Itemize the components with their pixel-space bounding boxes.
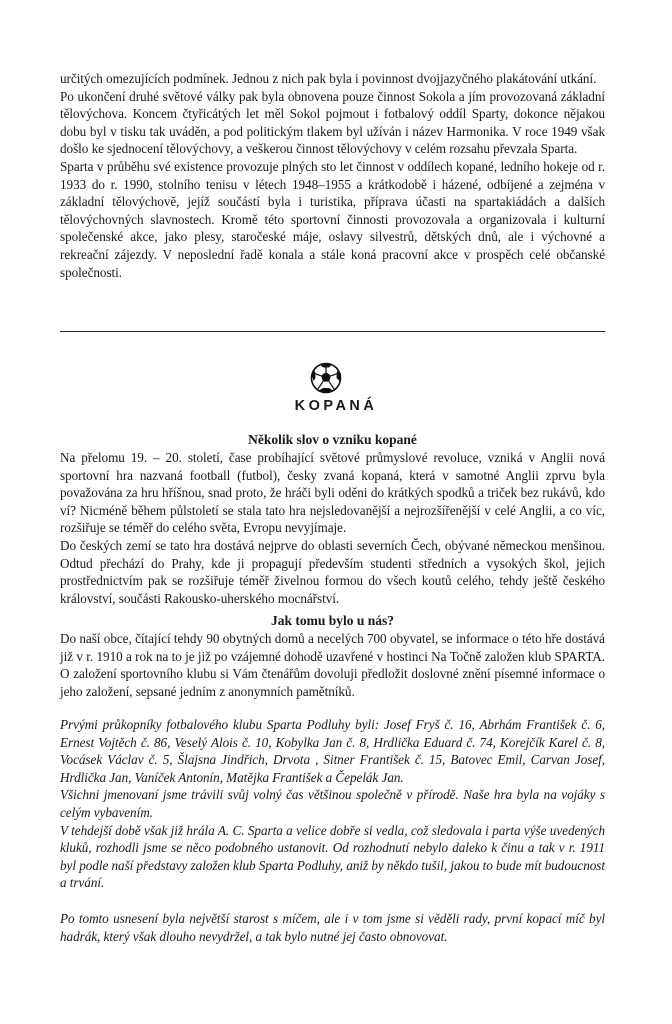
origin-heading: Několik slov o vzniku kopané — [248, 432, 417, 447]
section-divider — [60, 331, 605, 332]
soccer-ball-icon — [310, 362, 342, 394]
quote-section — [60, 716, 605, 945]
quote-paragraph-3: V tehdejší době však již hrála A. C. Sparta a velice dobře si vedla, což sledovala i parta výše uvedených kluků, rozhodli jsme se něco podobného ustanovit. Od rozhodnutí nebylo daleko k činu a tak v r. 1911 byl podle naší představy založen klub Sparta Podluhy, aniž by někdo tušil, jakou to bude mít budoucnost a trvání. — [60, 822, 605, 891]
origin-paragraph-2: Do českých zemí se tato hra dostává nejprve do oblasti severních Čech, obývané německou menšinou. Odtud přechází do Prahy, kde ji propagují především studenti středních a vysokých škol, jejich prostřednictvím pak se rozšiřuje téměř živelnou formou do všech koutů celého, tehdy ještě českého království, součásti Rakousko-uherského mocnářství. — [60, 537, 605, 606]
top-paragraph-2: Po ukončení druhé světové války pak byla obnovena pouze činnost Sokola a jím provozovaná základní tělovýchova. Koncem čtyřicátých let měl Sokol pojmout i fotbalový oddíl Sparty, dokonce nějakou dobu byl v tisku tak uváděn, a pod politickým tlakem byl užíván i název Harmonika. V roce 1949 však došlo ke sjednocení tělovýchovy, a veškerou činnost tělovýchovy v celém rozsahu převzala Sparta. — [60, 88, 605, 157]
local-paragraph-1: Do naší obce, čítající tehdy 90 obytných domů a necelých 700 obyvatel, se informace o této hře dostává již v r. 1910 a rok na to je již po vzájemné dohodě uzavřené v hostinci Na Točně založen klub SPARTA. O založení sportovního klubu si Vám čtenářům dovoluji předložit doslovné znění písemné informace o jeho založení, sepsané jedním z anonymních pamětníků. — [60, 631, 605, 699]
quote-paragraph-1: Prvými průkopníky fotbalového klubu Sparta Podluhy byli: Josef Fryš č. 16, Abrhám František č. 6, Ernest Vojtěch č. 86, Veselý Alois č. 10, Kobylka Jan č. 8, Hrdlička Eduard č. 74, Korejčík Karel č. 8, Vocásek Václav č. 5, Šlajsna Jindřich, Drvota , Sitner František č. 15, Batovec Emil, Carvan Josef, Hrdlička Jan, Vaníček Antonín, Matějka František a Čepelák Jan. — [60, 717, 605, 785]
top-section — [60, 70, 605, 281]
quote-paragraph-4: Po tomto usnesení byla největší starost s míčem, ale i v tom jsme si věděli rady, první kopací míč byl hadrák, který však dlouho nevydržel, a tak bylo nutné jej často obnovovat. — [60, 910, 605, 944]
top-paragraph-1: určitých omezujících podmínek. Jednou z nich pak byla i povinnost dvojjazyčného plakátování utkání. — [60, 71, 597, 86]
quote-paragraph-2: Všichni jmenovaní jsme trávili svůj volný čas většinou společně v přírodě. Naše hra byla na vojáky s celým vybavením. — [60, 787, 605, 820]
local-section — [60, 630, 605, 700]
origin-paragraph-1: Na přelomu 19. – 20. století, čase probíhající světové průmyslové revoluce, vzniká v Anglii nová sportovní hra nazvaná football (futbol), česky zvaná kopaná, která v samotné Anglii zprvu byla považována za hru hříšnou, snad proto, že hráči byli oděni do krátkých spodků a triček bez rukávů, kdo ví? Nicméně během půlstoletí se stala tato hra nejsledovanější a nejrozšířenější v celé Anglii, a co víc, rozšiřuje se téměř do celého světa, Evropu nevyjímaje. — [60, 450, 605, 536]
section-title: KOPANÁ — [294, 398, 378, 414]
local-heading: Jak tomu bylo u nás? — [270, 613, 395, 628]
top-paragraph-3: Sparta v průběhu své existence provozuje plných sto let činnost v oddílech kopané, ledního hokeje od r. 1933 do r. 1990, stolního tenisu v létech 1948–1955 a krátkodobě i házené, odbíjené a zejména v základní tělovýchově, jejíž součástí byla i turistika, příprava účasti na spartakiádách a dalších tělovýchovných slavnostech. Kromě této sportovní činnosti provozovala a organizovala i kulturní společenské akce, jako plesy, staročeské máje, oslavy silvestrů, dětských dnů, ale i výchovné a rekreační zájezdy. V neposlední řadě konala a stále koná pracovní akce v prospěch celé občanské společnosti. — [60, 158, 605, 280]
origin-section — [60, 449, 605, 607]
